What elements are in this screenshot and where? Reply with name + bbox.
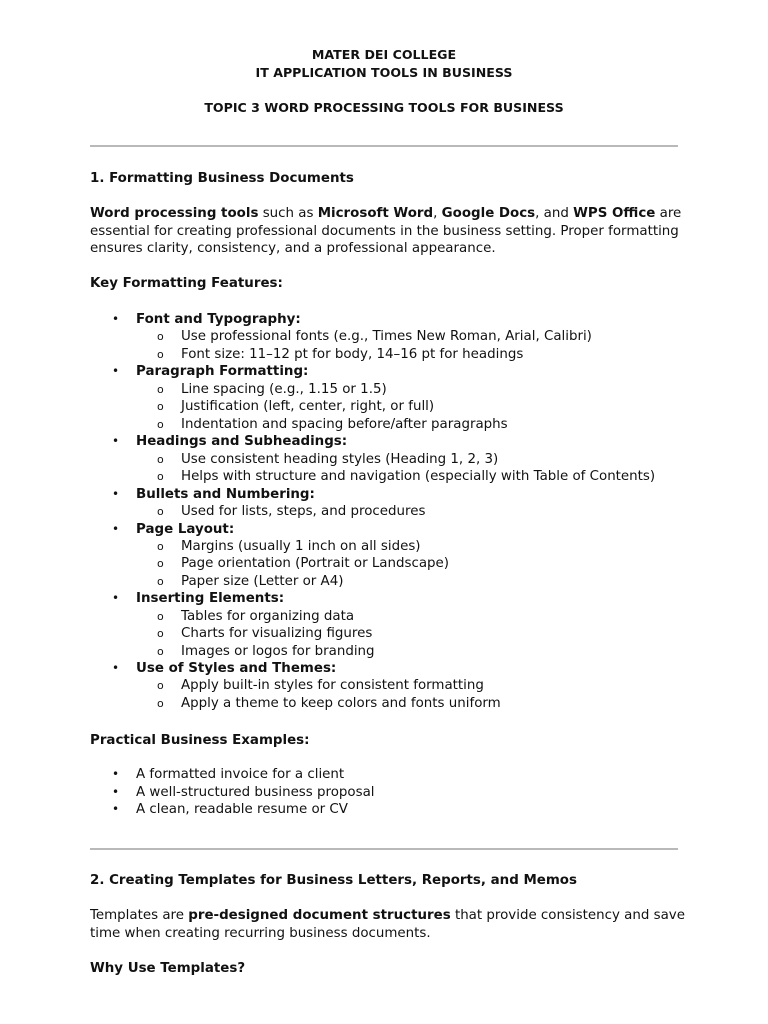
feature-label: Use of Styles and Themes:	[136, 661, 337, 676]
sub-bullet-glyph: o	[157, 470, 164, 483]
sub-bullet-glyph: o	[157, 505, 164, 518]
example-text: A well-structured business proposal	[136, 785, 375, 800]
bullet-glyph: •	[112, 785, 120, 799]
intro-text: Templates are	[90, 908, 189, 923]
sub-item-text: Justification (left, center, right, or full)	[181, 399, 435, 414]
example-text: A formatted invoice for a client	[136, 767, 345, 782]
sub-bullet-glyph: o	[157, 557, 164, 570]
example-item	[112, 784, 375, 802]
sub-item-text: Use consistent heading styles (Heading 1, 2, 3)	[181, 452, 499, 467]
bullet-glyph: •	[112, 522, 120, 536]
feature-label: Inserting Elements:	[136, 591, 285, 606]
sub-bullet-glyph: o	[157, 453, 164, 466]
feature-sub-item	[157, 695, 501, 713]
topic-title: TOPIC 3 WORD PROCESSING TOOLS FOR BUSINESS	[204, 100, 564, 115]
divider-1	[90, 145, 678, 147]
feature-label: Paragraph Formatting:	[136, 364, 309, 379]
sub-item-text: Helps with structure and navigation (especially with Table of Contents)	[181, 469, 656, 484]
sub-bullet-glyph: o	[157, 383, 164, 396]
examples-heading: Practical Business Examples:	[90, 733, 310, 748]
intro-text: such as	[258, 206, 318, 221]
feature-sub-item	[157, 398, 434, 416]
feature-sub-item	[157, 555, 449, 573]
sub-item-text: Images or logos for branding	[181, 644, 375, 659]
feature-sub-item	[157, 573, 343, 591]
feature-sub-item	[157, 503, 425, 521]
sub-item-text: Paper size (Letter or A4)	[181, 574, 344, 589]
sub-item-text: Used for lists, steps, and procedures	[181, 504, 426, 519]
feature-sub-item	[157, 538, 421, 556]
bullet-glyph: •	[112, 487, 120, 501]
section-2-intro-line-2: time when creating recurring business documents.	[90, 926, 431, 941]
term-google-docs: Google Docs	[441, 206, 536, 221]
sub-bullet-glyph: o	[157, 330, 164, 343]
example-text: A clean, readable resume or CV	[136, 802, 348, 817]
sub-bullet-glyph: o	[157, 540, 164, 553]
feature-label: Bullets and Numbering:	[136, 487, 315, 502]
sub-item-text: Tables for organizing data	[181, 609, 355, 624]
feature-sub-item	[157, 381, 387, 399]
sub-bullet-glyph: o	[157, 575, 164, 588]
bullet-glyph: •	[112, 661, 120, 675]
sub-item-text: Charts for visualizing figures	[181, 626, 373, 641]
feature-label: Headings and Subheadings:	[136, 434, 348, 449]
term-microsoft-word: Microsoft Word	[317, 206, 434, 221]
intro-text: , and	[535, 206, 574, 221]
bullet-glyph: •	[112, 767, 120, 781]
intro-text: ,	[433, 206, 442, 221]
sub-bullet-glyph: o	[157, 679, 164, 692]
college-name: MATER DEI COLLEGE	[311, 47, 457, 62]
feature-sub-item	[157, 416, 508, 434]
feature-item	[112, 660, 336, 678]
example-item	[112, 766, 344, 784]
term-word-processing-tools: Word processing tools	[90, 206, 259, 221]
sub-bullet-glyph: o	[157, 348, 164, 361]
sub-item-text: Page orientation (Portrait or Landscape)	[181, 556, 450, 571]
feature-item	[112, 363, 308, 381]
section-1-intro-line-2: essential for creating professional documents in the business setting. Proper formatting	[90, 224, 679, 239]
section-2-intro-line-1	[90, 907, 685, 925]
sub-bullet-glyph: o	[157, 697, 164, 710]
sub-bullet-glyph: o	[157, 400, 164, 413]
section-1-intro-line-3: ensures clarity, consistency, and a professional appearance.	[90, 241, 496, 256]
term-wps-office: WPS Office	[573, 206, 656, 221]
sub-item-text: Use professional fonts (e.g., Times New Roman, Arial, Calibri)	[181, 329, 592, 344]
sub-item-text: Font size: 11–12 pt for body, 14–16 pt for headings	[181, 347, 524, 362]
sub-item-text: Line spacing (e.g., 1.15 or 1.5)	[181, 382, 387, 397]
feature-sub-item	[157, 608, 354, 626]
feature-item	[112, 590, 284, 608]
bullet-glyph: •	[112, 364, 120, 378]
feature-label: Page Layout:	[136, 522, 235, 537]
feature-sub-item	[157, 677, 484, 695]
example-item	[112, 801, 348, 819]
bullet-glyph: •	[112, 312, 120, 326]
sub-item-text: Indentation and spacing before/after paragraphs	[181, 417, 508, 432]
term-pre-designed-structures: pre-designed document structures	[188, 908, 451, 923]
intro-text: are	[655, 206, 682, 221]
section-1-heading: 1. Formatting Business Documents	[90, 171, 354, 186]
feature-item	[112, 311, 301, 329]
course-title: IT APPLICATION TOOLS IN BUSINESS	[255, 65, 513, 80]
feature-sub-item	[157, 625, 372, 643]
feature-sub-item	[157, 346, 523, 364]
bullet-glyph: •	[112, 434, 120, 448]
feature-item	[112, 521, 234, 539]
sub-bullet-glyph: o	[157, 645, 164, 658]
sub-item-text: Margins (usually 1 inch on all sides)	[181, 539, 421, 554]
bullet-glyph: •	[112, 591, 120, 605]
section-2-heading: 2. Creating Templates for Business Letters, Reports, and Memos	[90, 873, 577, 888]
intro-text: that provide consistency and save	[450, 908, 685, 923]
sub-bullet-glyph: o	[157, 610, 164, 623]
feature-sub-item	[157, 643, 375, 661]
sub-bullet-glyph: o	[157, 418, 164, 431]
divider-2	[90, 848, 678, 850]
bullet-glyph: •	[112, 802, 120, 816]
feature-sub-item	[157, 451, 498, 469]
feature-sub-item	[157, 468, 655, 486]
why-templates-heading: Why Use Templates?	[90, 961, 246, 976]
sub-bullet-glyph: o	[157, 627, 164, 640]
feature-item	[112, 433, 347, 451]
section-1-intro-line-1	[90, 205, 681, 223]
sub-item-text: Apply built-in styles for consistent formatting	[181, 678, 484, 693]
key-features-heading: Key Formatting Features:	[90, 276, 283, 291]
sub-item-text: Apply a theme to keep colors and fonts uniform	[181, 696, 501, 711]
feature-label: Font and Typography:	[136, 312, 301, 327]
feature-item	[112, 486, 315, 504]
feature-sub-item	[157, 328, 592, 346]
